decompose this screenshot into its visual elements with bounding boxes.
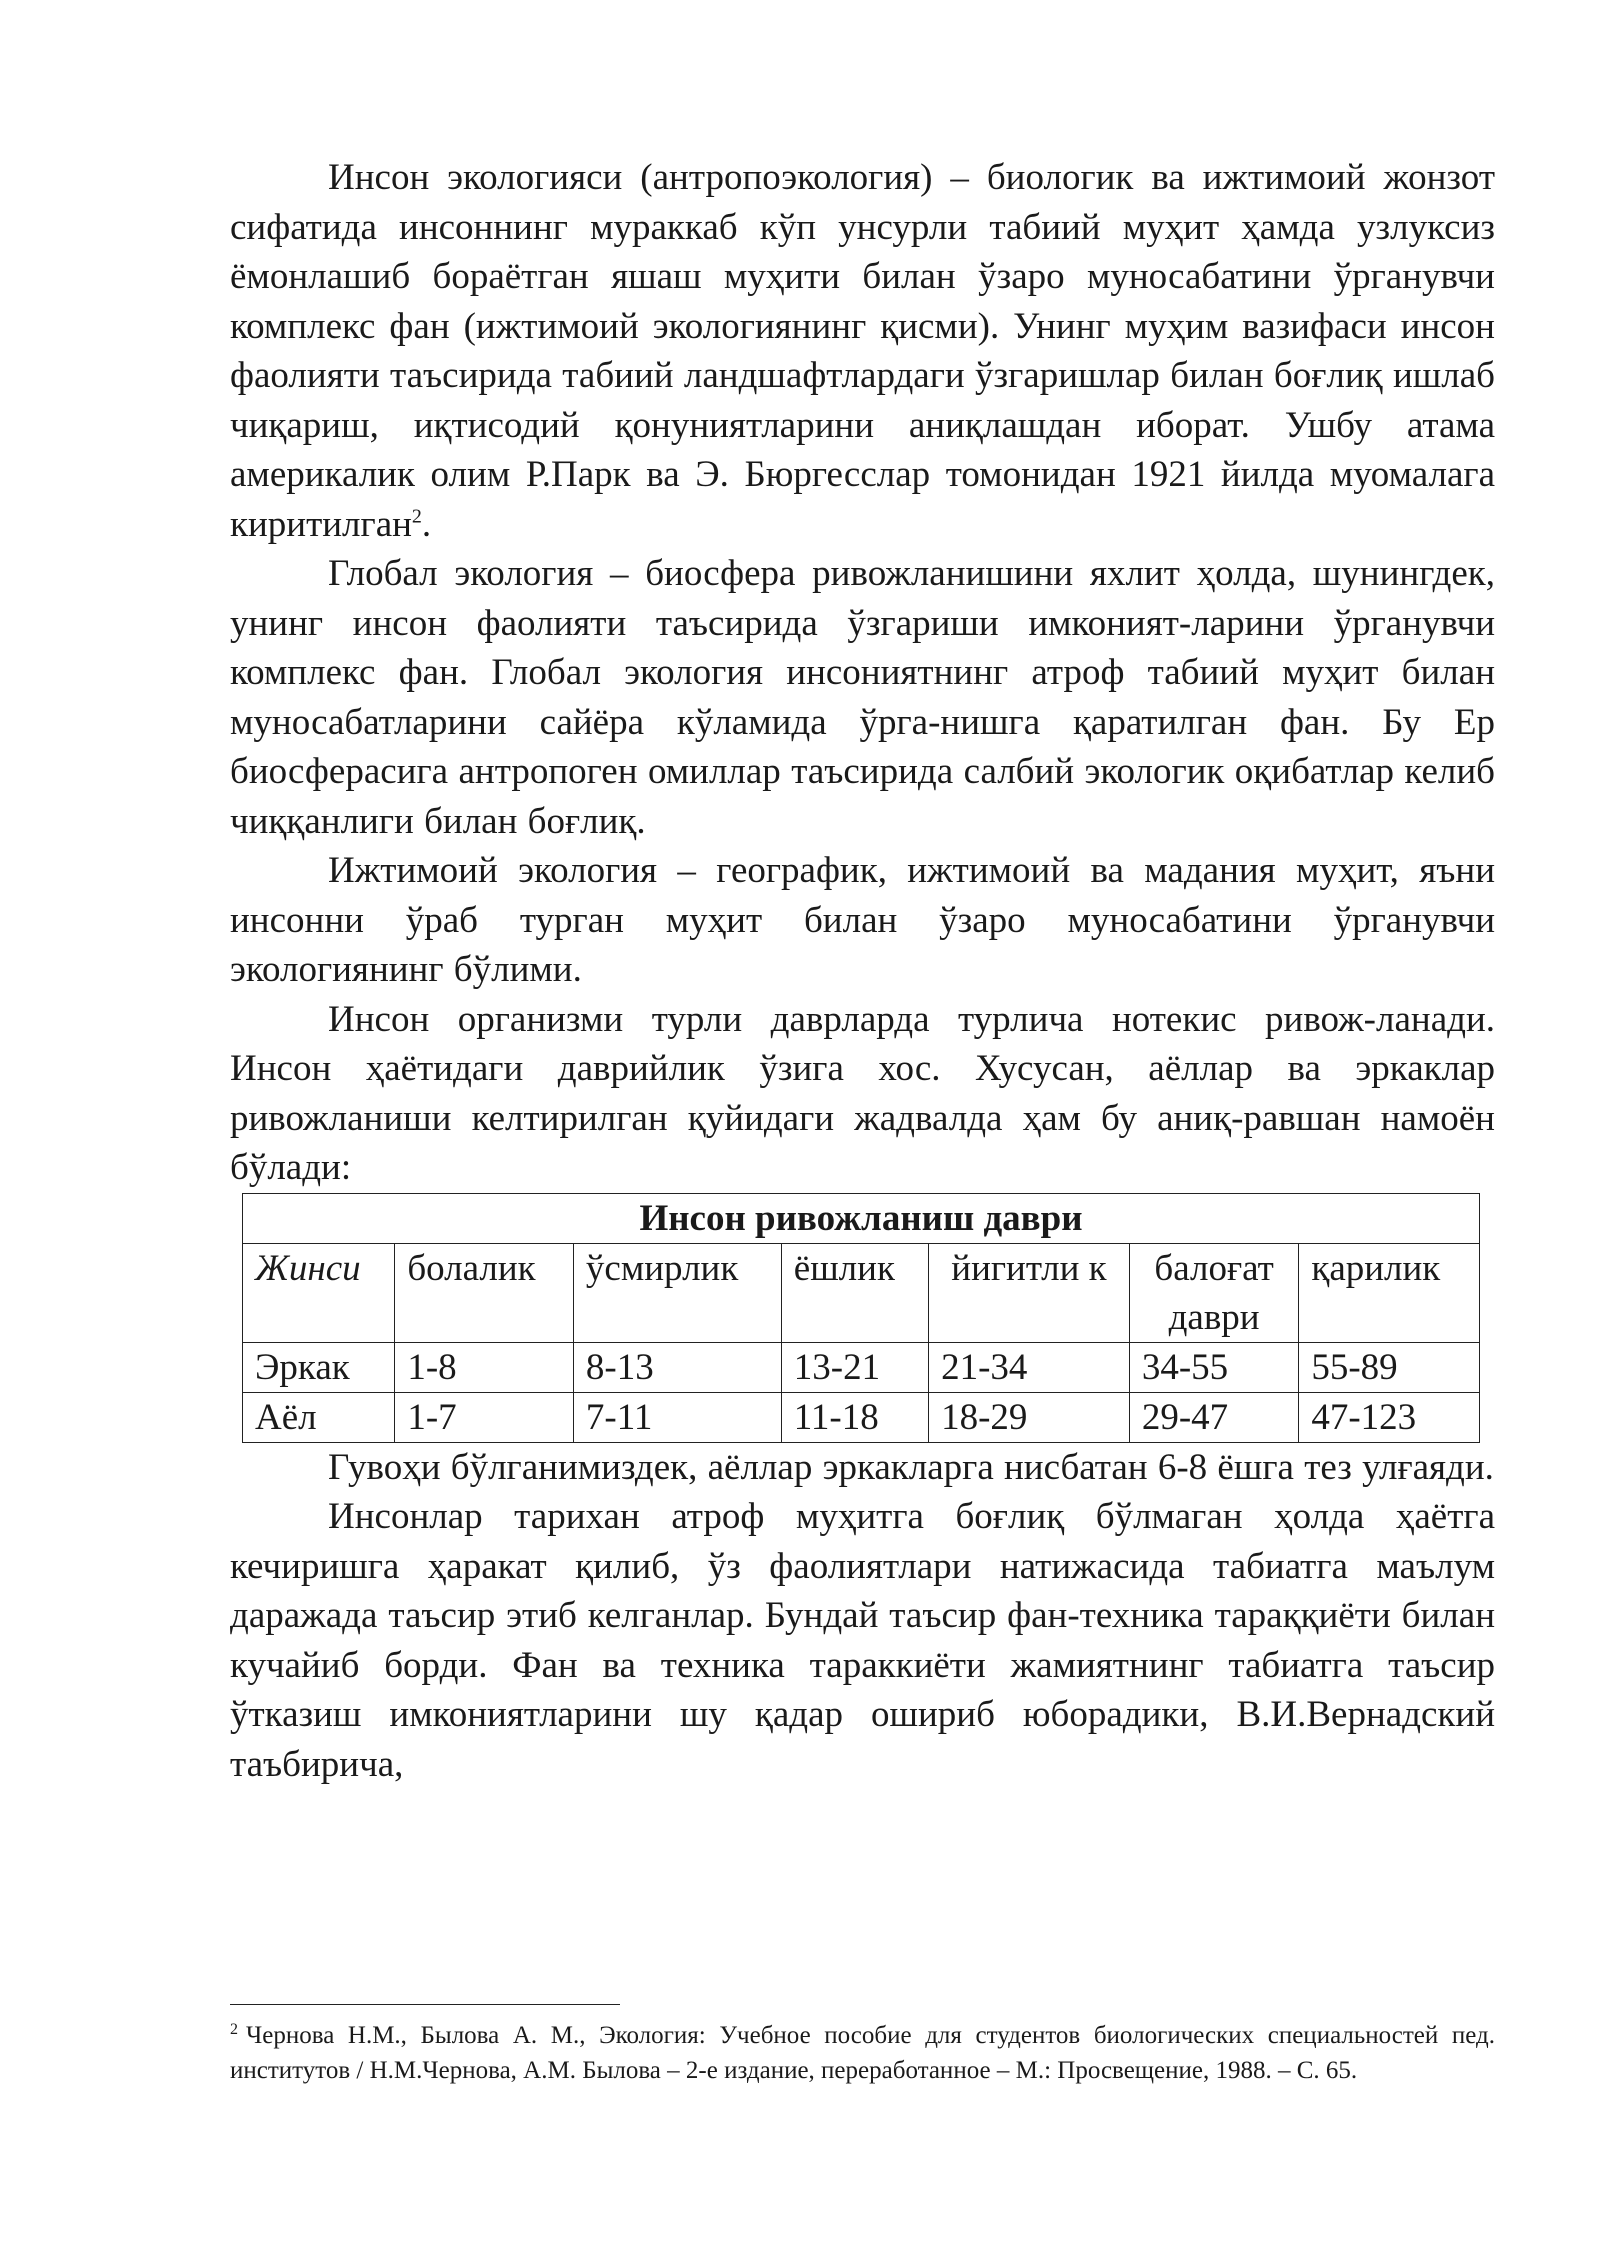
table-cell: 18-29 (929, 1392, 1130, 1442)
table-header-row (243, 1243, 1480, 1342)
development-periods-table (242, 1193, 1480, 1443)
table-cell: 11-18 (781, 1392, 928, 1442)
footnote-text: Чернова Н.М., Былова А. М., Экология: Учебное пособие для студентов биологических специальностей пед. институтов / Н.М.Чернова, А.М. Былова – 2-е издание, переработанное – М.: Просвещение, 1988. – С. 65. (230, 2022, 1495, 2084)
paragraph-organism-development: Инсон организми турли даврларда турлича нотекис ривож-ланади. Инсон ҳаётидаги даврийлик ўзига хос. Хусусан, аёллар ва эркаклар ривожланиши келтирилган қуйидаги жадвалда ҳам бу аниқ-равшан намоён бўлади: (230, 998, 1495, 1188)
table-cell: 34-55 (1129, 1342, 1299, 1392)
header-cell-old-age: қарилик (1299, 1243, 1480, 1342)
header-cell-maturity: балоғат даври (1129, 1243, 1299, 1342)
table-title: Инсон ривожланиш даври (243, 1193, 1480, 1243)
table-cell: Эркак (243, 1342, 395, 1392)
table-row (243, 1392, 1480, 1442)
table-cell: 29-47 (1129, 1392, 1299, 1442)
footnote (230, 2018, 1495, 2088)
paragraph-human-impact: Инсонлар тарихан атроф муҳитга боғлиқ бўлмаган ҳолда ҳаётга кечиришга ҳаракат қилиб, ўз фаолиятлари натижасида табиатга маълум даражада таъсир этиб келганлар. Бундай таъсир фан-техника тараққиёти билан кучайиб борди. Фан ва техника тараккиёти жамиятнинг табиатга таъсир ўтказиш имкониятларини шу қадар ошириб юборадики, В.И.Вернадский таъбирича, (230, 1496, 1495, 1785)
header-cell-youth: ёшлик (781, 1243, 928, 1342)
table-title-row (243, 1193, 1480, 1243)
paragraph-human-ecology: Инсон экологияси (антропоэкология) – биологик ва ижтимоий жонзот сифатида инсоннинг мураккаб кўп унсурли табиий муҳит ҳамда узлуксиз ёмонлашиб бораётган яшаш муҳити билан ўзаро муносабатини ўрганувчи комплекс фан (ижтимоий экологиянинг қисми). Унинг муҳим вазифаси инсон фаолияти таъсирида табиий ландшафтлардаги ўзгаришлар билан боғлиқ ишлаб чиқариш, иқтисодий қонуниятларини аниқлашдан иборат. Ушбу атама америкалик олим Р.Парк ва Э. Бюргесслар томонидан 1921 йилда муомалага киритилган$^2$. (230, 157, 1495, 545)
table-cell: 13-21 (781, 1342, 928, 1392)
table-cell: Аёл (243, 1392, 395, 1442)
paragraph-social-ecology: Ижтимоий экология – географик, ижтимоий ва мадания муҳит, яъни инсонни ўраб турган муҳит билан ўзаро муносабатини ўрганувчи экологиянинг бўлими. (230, 850, 1495, 990)
header-cell-adolescence: ўсмирлик (573, 1243, 781, 1342)
footnote-marker: 2 (230, 2020, 238, 2038)
footnote-separator (230, 2004, 620, 2005)
table-cell: 21-34 (929, 1342, 1130, 1392)
footnote-reference[interactable]: 2 (411, 505, 422, 528)
paragraph-global-ecology: Глобал экология – биосфера ривожланишини яхлит ҳолда, шунингдек, унинг инсон фаолияти таъсирида ўзгариши имконият-ларини ўрганувчи комплекс фан. Глобал экология инсониятнинг атроф табиий муҳит билан муносабатларини сайёра кўламида ўрга-нишга қаратилган фан. Бу Ер биосферасига антропоген омиллар таъсирида салбий экологик оқибатлар келиб чиққанлиги билан боғлиқ. (230, 553, 1495, 842)
header-cell-gender: Жинси (243, 1243, 395, 1342)
table-cell: 7-11 (573, 1392, 781, 1442)
table-cell: 8-13 (573, 1342, 781, 1392)
header-cell-young-adult: йигитли к (929, 1243, 1130, 1342)
header-cell-childhood: болалик (395, 1243, 574, 1342)
table-row (243, 1342, 1480, 1392)
table-cell: 1-7 (395, 1392, 574, 1442)
paragraph-women-age-faster: Гувоҳи бўлганимиздек, аёллар эркакларга нисбатан 6-8 ёшга тез улғаяди. (328, 1446, 1494, 1488)
table-cell: 47-123 (1299, 1392, 1480, 1442)
page-body (230, 153, 1495, 1789)
table-cell: 1-8 (395, 1342, 574, 1392)
table-cell: 55-89 (1299, 1342, 1480, 1392)
